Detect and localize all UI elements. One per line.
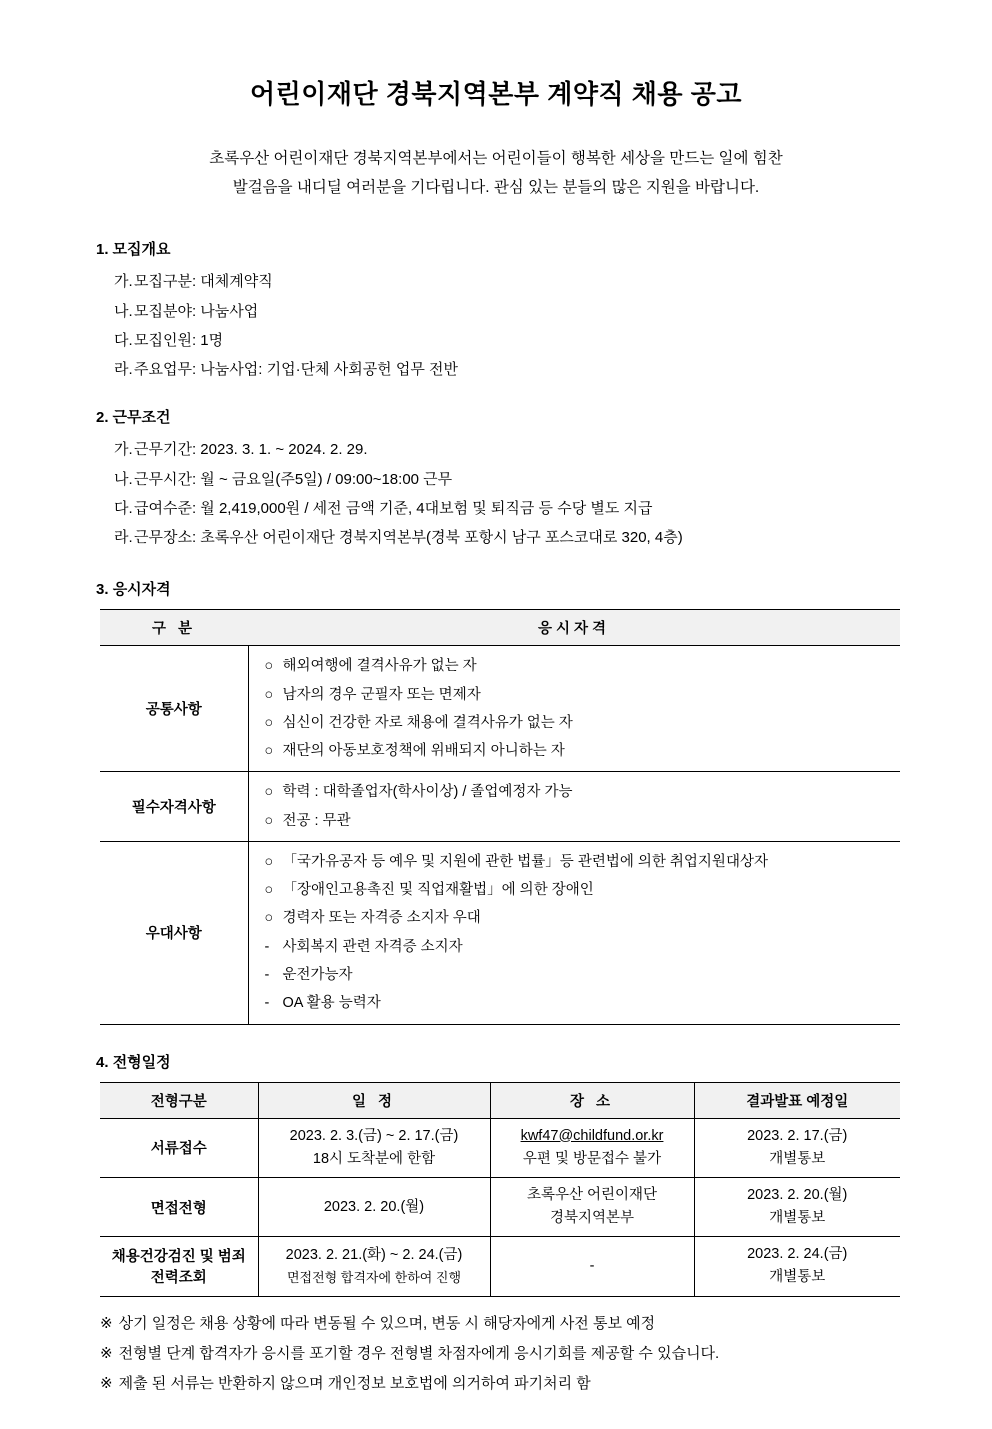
list-item	[114, 494, 896, 523]
bullet-text: 「국가유공자 등 예우 및 지원에 관한 법률」등 관련법에 의한 취업지원대상자	[282, 853, 768, 870]
list-item	[114, 465, 896, 494]
bullet-item	[265, 961, 893, 989]
bullet-item	[265, 876, 893, 904]
bullet-list	[265, 652, 893, 765]
email-link[interactable]: kwf47@childfund.or.kr	[520, 1127, 664, 1144]
item-marker: 나.	[114, 470, 133, 488]
bullet-mark: ○	[264, 686, 274, 703]
row-label: 필수자격사항	[100, 772, 248, 842]
note-text: 전형별 단계 합격자가 응시를 포기할 경우 전형별 차점자에게 응시기회를 제공할 수 있습니다.	[118, 1344, 720, 1362]
item-marker: 나.	[114, 302, 133, 320]
list-item	[114, 435, 896, 464]
section-heading-qualification	[96, 578, 896, 599]
section-label: 근무조건	[112, 409, 171, 427]
item-text: 급여수준: 월 2,419,000원 / 세전 금액 기준, 4대보험 및 퇴직금 등 수당 별도 지급	[134, 499, 653, 517]
cell-line: 개별통보	[769, 1269, 826, 1286]
bullet-mark: -	[264, 938, 270, 955]
section-number: 1.	[96, 241, 109, 259]
cell-line: 우편 및 방문접수 불가	[522, 1150, 662, 1167]
bullet-text: 운전가능자	[282, 967, 353, 983]
column-header-result: 결과발표 예정일	[694, 1082, 900, 1118]
item-marker: 다.	[114, 331, 133, 349]
bullet-list	[265, 778, 893, 835]
cell-place	[490, 1237, 694, 1296]
cell-line: 초록우산 어린이재단	[526, 1186, 658, 1203]
row-label: 공통사항	[100, 646, 248, 772]
section-working-conditions	[96, 406, 896, 552]
section-number: 2.	[96, 409, 109, 427]
section-label: 응시자격	[112, 581, 171, 599]
intro-line-2: 발걸음을 내디딜 여러분을 기다립니다. 관심 있는 분들의 많은 지원을 바랍니다.	[232, 178, 760, 196]
cell-stage: 면접전형	[100, 1177, 258, 1236]
cell-line: 면접전형 합격자에 한하여 진행	[286, 1269, 462, 1285]
section-heading-schedule	[96, 1051, 896, 1072]
bullet-mark: ○	[264, 882, 274, 899]
note-item	[100, 1369, 896, 1399]
bullet-text: 남자의 경우 군필자 또는 면제자	[282, 686, 481, 703]
cell-line: 2023. 2. 3.(금) ~ 2. 17.(금)	[289, 1127, 459, 1144]
section-recruitment-overview	[96, 238, 896, 384]
note-mark: ※	[100, 1344, 113, 1362]
cell-result	[694, 1118, 900, 1177]
item-marker: 가.	[114, 273, 133, 291]
cell-line: 경북지역본부	[549, 1210, 635, 1227]
item-text: 모집인원: 1명	[134, 331, 224, 349]
item-marker: 다.	[114, 499, 133, 517]
bullet-mark: ○	[264, 812, 274, 829]
bullet-item	[265, 933, 893, 961]
row-content	[248, 772, 900, 842]
table-row	[100, 1118, 900, 1177]
section-heading	[96, 406, 896, 427]
bullet-item	[265, 904, 893, 932]
cell-date	[258, 1237, 490, 1296]
item-text: 주요업무: 나눔사업: 기업·단체 사회공헌 업무 전반	[134, 361, 458, 379]
table-row	[100, 841, 900, 1024]
intro-line-1: 초록우산 어린이재단 경북지역본부에서는 어린이들이 행복한 세상을 만드는 일에 힘찬	[209, 150, 783, 167]
overview-item-list	[96, 267, 896, 384]
bullet-list	[265, 848, 893, 1018]
bullet-mark: ○	[264, 743, 274, 760]
bullet-item	[265, 709, 893, 737]
column-header-category: 구 분	[100, 610, 248, 646]
note-mark: ※	[100, 1314, 113, 1332]
table-header-row	[100, 1082, 900, 1118]
schedule-table	[100, 1082, 900, 1297]
bullet-mark: -	[264, 995, 270, 1012]
item-marker: 라.	[114, 529, 133, 547]
bullet-text: 심신이 건강한 자로 채용에 결격사유가 없는 자	[282, 714, 573, 731]
row-label: 우대사항	[100, 841, 248, 1024]
list-item	[114, 355, 896, 384]
column-header-qualification: 응시자격	[248, 610, 900, 646]
list-item	[114, 326, 896, 355]
column-header-place: 장 소	[490, 1082, 694, 1118]
note-item	[100, 1309, 896, 1339]
cell-line: 개별통보	[769, 1150, 826, 1167]
working-conditions-item-list	[96, 435, 896, 552]
list-item	[114, 523, 896, 552]
bullet-text: 「장애인고용촉진 및 직업재활법」에 의한 장애인	[282, 882, 594, 899]
note-mark: ※	[100, 1374, 113, 1392]
row-content	[248, 841, 900, 1024]
bullet-mark: -	[264, 967, 270, 983]
notes-list	[100, 1309, 896, 1399]
bullet-mark: ○	[264, 853, 274, 870]
cell-date	[258, 1177, 490, 1236]
table-row	[100, 646, 900, 772]
bullet-item	[265, 807, 893, 835]
cell-stage: 채용건강검진 및 범죄전력조회	[100, 1237, 258, 1296]
section-number: 3.	[96, 581, 109, 599]
bullet-text: 경력자 또는 자격증 소지자 우대	[282, 910, 481, 927]
qualification-table	[100, 609, 900, 1024]
list-item	[114, 267, 896, 296]
item-marker: 가.	[114, 441, 133, 459]
item-text: 모집분야: 나눔사업	[134, 302, 259, 320]
row-content	[248, 646, 900, 772]
cell-line: -	[589, 1257, 595, 1274]
intro-paragraph	[176, 145, 816, 202]
section-heading	[96, 238, 896, 259]
cell-result	[694, 1177, 900, 1236]
bullet-text: 전공 : 무관	[282, 812, 351, 829]
section-label: 모집개요	[112, 241, 171, 259]
list-item	[114, 297, 896, 326]
cell-line: 2023. 2. 20.(월)	[323, 1198, 425, 1215]
item-marker: 라.	[114, 361, 133, 379]
bullet-item	[265, 681, 893, 709]
cell-date	[258, 1118, 490, 1177]
bullet-text: 재단의 아동보호정책에 위배되지 아니하는 자	[282, 743, 565, 760]
bullet-item	[265, 652, 893, 680]
cell-result	[694, 1237, 900, 1296]
bullet-item	[265, 989, 893, 1017]
table-row	[100, 1177, 900, 1236]
bullet-text: 학력 : 대학졸업자(학사이상) / 졸업예정자 가능	[282, 784, 573, 801]
item-text: 근무기간: 2023. 3. 1. ~ 2024. 2. 29.	[134, 441, 368, 459]
bullet-mark: ○	[264, 784, 274, 801]
column-header-stage: 전형구분	[100, 1082, 258, 1118]
table-header-row	[100, 610, 900, 646]
cell-place	[490, 1177, 694, 1236]
table-row	[100, 1237, 900, 1296]
bullet-text: OA 활용 능력자	[282, 995, 381, 1012]
cell-line: 2023. 2. 24.(금)	[747, 1246, 848, 1263]
note-item	[100, 1339, 896, 1369]
cell-line: 2023. 2. 17.(금)	[747, 1127, 848, 1144]
cell-line: 2023. 2. 21.(화) ~ 2. 24.(금)	[285, 1247, 463, 1264]
bullet-mark: ○	[264, 714, 274, 731]
item-text: 모집구분: 대체계약직	[134, 273, 273, 291]
note-text: 제출 된 서류는 반환하지 않으며 개인정보 보호법에 의거하여 파기처리 함	[118, 1374, 591, 1392]
cell-stage: 서류접수	[100, 1118, 258, 1177]
item-text: 근무시간: 월 ~ 금요일(주5일) / 09:00~18:00 근무	[134, 470, 453, 488]
cell-line: 18시 도착분에 한함	[312, 1150, 436, 1167]
section-number: 4.	[96, 1053, 109, 1071]
bullet-mark: ○	[264, 910, 274, 927]
table-row	[100, 772, 900, 842]
bullet-item	[265, 778, 893, 806]
column-header-date: 일 정	[258, 1082, 490, 1118]
bullet-text: 사회복지 관련 자격증 소지자	[282, 938, 463, 955]
cell-line: 개별통보	[769, 1210, 826, 1227]
note-text: 상기 일정은 채용 상황에 따라 변동될 수 있으며, 변동 시 해당자에게 사전 통보 예정	[118, 1314, 656, 1332]
section-label: 전형일정	[112, 1053, 171, 1071]
bullet-item	[265, 737, 893, 765]
bullet-item	[265, 848, 893, 876]
cell-place	[490, 1118, 694, 1177]
item-text: 근무장소: 초록우산 어린이재단 경북지역본부(경북 포항시 남구 포스코대로 320, 4층)	[134, 529, 683, 547]
bullet-mark: ○	[264, 658, 274, 675]
bullet-text: 해외여행에 결격사유가 없는 자	[282, 658, 477, 675]
cell-line: 2023. 2. 20.(월)	[747, 1186, 848, 1203]
page-title: 어린이재단 경북지역본부 계약직 채용 공고	[250, 79, 742, 109]
